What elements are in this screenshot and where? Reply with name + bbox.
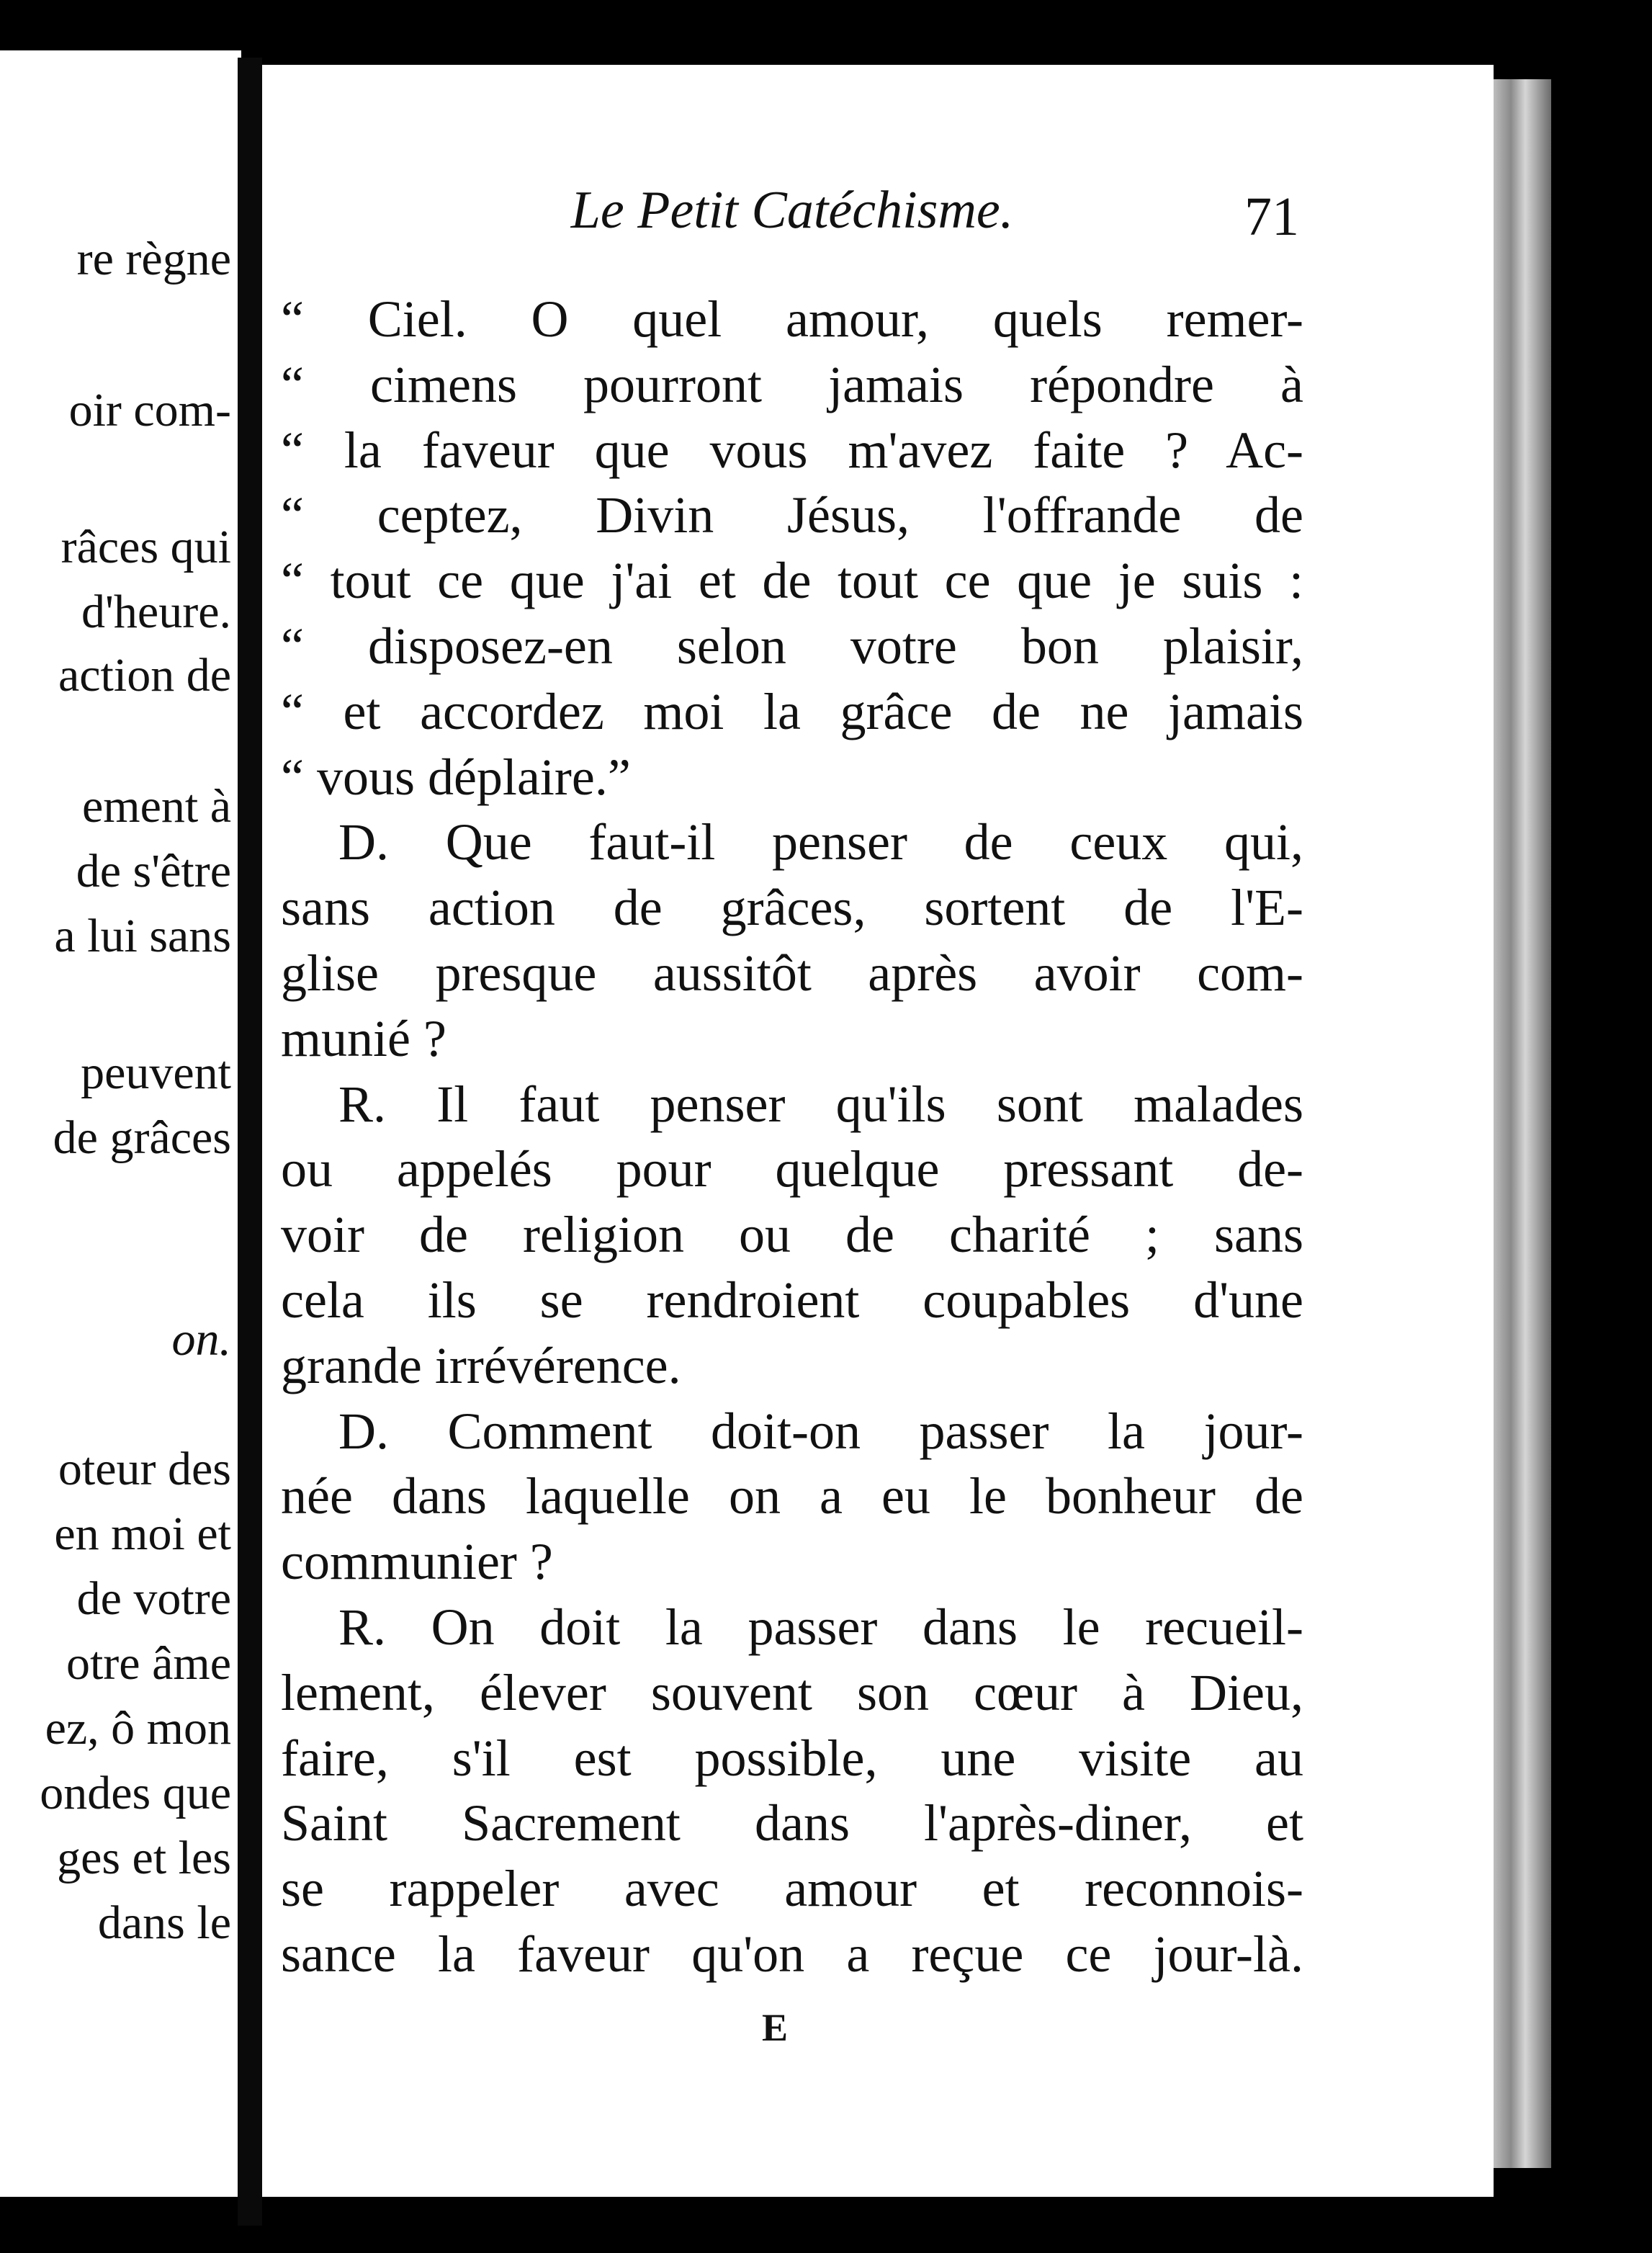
left-page-line: râces qui — [60, 521, 231, 573]
left-page-line: on. — [171, 1313, 231, 1366]
text-line: R. Il faut penser qu'ils sont malades — [338, 1075, 1303, 1133]
text-line: “ la faveur que vous m'avez faite ? Ac- — [281, 421, 1303, 479]
text-line: “ disposez-en selon votre bon plaisir, — [281, 617, 1303, 675]
left-page-line: oir com- — [68, 384, 231, 436]
left-page-line: ement à — [81, 780, 231, 833]
text-line: “ Ciel. O quel amour, quels remer- — [281, 290, 1303, 348]
left-page-line: d'heure. — [81, 586, 231, 638]
text-line: D. Comment doit-on passer la jour- — [338, 1402, 1303, 1460]
left-page-line: otre âme — [66, 1637, 231, 1690]
left-page-line: de grâces — [53, 1111, 231, 1164]
text-line: “ tout ce que j'ai et de tout ce que je suis : — [281, 552, 1303, 610]
text-line: ou appelés pour quelque pressant de- — [281, 1140, 1303, 1199]
text-line: cela ils se rendroient coupables d'une — [281, 1271, 1303, 1329]
page-edge — [1494, 79, 1551, 2168]
running-title: Le Petit Catéchisme. — [570, 181, 1014, 240]
text-line: se rappeler avec amour et reconnois- — [281, 1860, 1303, 1918]
left-page-line: ez, ô mon — [45, 1702, 231, 1755]
text-line: “ ceptez, Divin Jésus, l'offrande de — [281, 486, 1303, 545]
text-line: lement, élever souvent son cœur à Dieu, — [281, 1663, 1303, 1721]
text-line: grande irrévérence. — [281, 1336, 681, 1394]
left-page-line: ondes que — [40, 1767, 231, 1819]
text-line: “ cimens pourront jamais répondre à — [281, 355, 1303, 413]
text-line: sance la faveur qu'on a reçue ce jour-là. — [281, 1925, 1303, 1983]
signature-mark: E — [762, 2006, 789, 2049]
left-page-line: oteur des — [58, 1443, 231, 1495]
text-line: née dans laquelle on a eu le bonheur de — [281, 1467, 1303, 1526]
book-gutter — [238, 58, 262, 2226]
text-line: munié ? — [281, 1009, 446, 1067]
text-line: communier ? — [281, 1533, 553, 1591]
facing-page-left — [0, 50, 241, 2197]
left-page-line: action de — [58, 649, 231, 702]
left-page-line: de s'être — [76, 845, 231, 897]
text-line: voir de religion ou de charité ; sans — [281, 1206, 1303, 1264]
text-line: “ vous déplaire.” — [281, 748, 631, 806]
left-page-line: en moi et — [54, 1508, 231, 1560]
text-line: sans action de grâces, sortent de l'E- — [281, 879, 1303, 937]
left-page-line: de votre — [76, 1572, 231, 1625]
left-page-line: a lui sans — [54, 910, 231, 962]
left-page-line: re règne — [76, 233, 231, 285]
text-line: glise presque aussitôt après avoir com- — [281, 944, 1303, 1002]
text-line: D. Que faut-il penser de ceux qui, — [338, 813, 1303, 872]
left-page-line: dans le — [97, 1896, 231, 1949]
body-text — [281, 287, 1303, 1987]
text-line: R. On doit la passer dans le recueil- — [338, 1598, 1303, 1656]
text-line: “ et accordez moi la grâce de ne jamais — [281, 682, 1303, 740]
text-line: Saint Sacrement dans l'après-diner, et — [281, 1794, 1303, 1853]
page-number: 71 — [1244, 187, 1299, 247]
text-line: faire, s'il est possible, une visite au — [281, 1729, 1303, 1787]
left-page-line: peuvent — [81, 1047, 231, 1099]
left-page-line: ges et les — [57, 1832, 231, 1884]
